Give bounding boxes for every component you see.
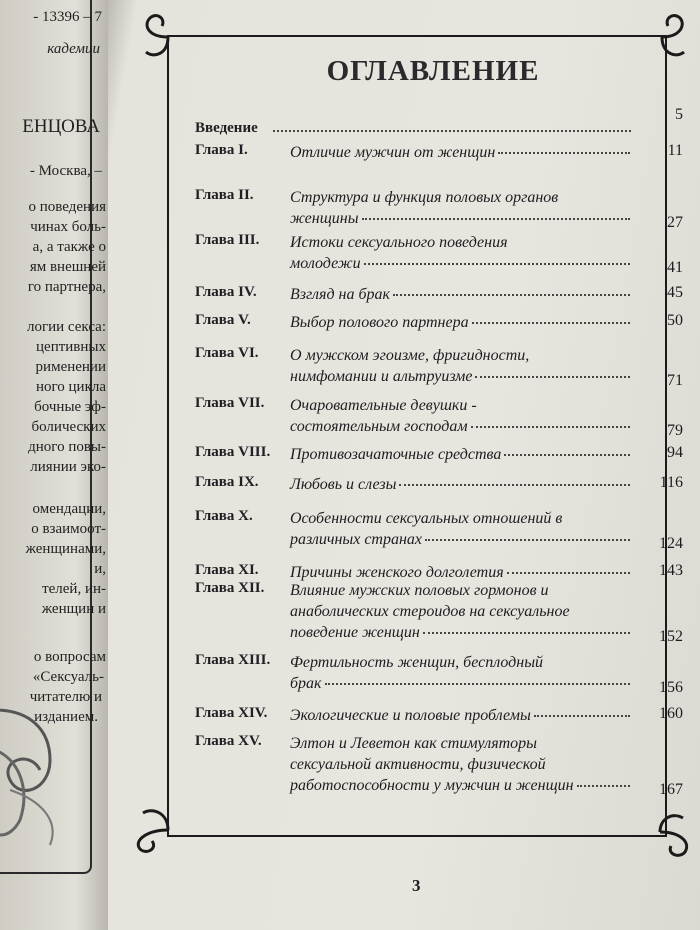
toc-entry-title-line: Структура и функция половых органов (290, 189, 559, 206)
leader-dots (273, 130, 631, 132)
toc-entry-title (290, 284, 630, 305)
toc-entry-title-line: Взгляд на брак (290, 286, 391, 303)
left-page-line: го партнера, (27, 279, 106, 295)
leader-dots (364, 262, 630, 265)
toc-entry-label: Глава IX. (195, 474, 259, 490)
left-page-line: дного повы- (28, 439, 106, 455)
toc-entry-label: Введение (195, 120, 258, 136)
toc-entry-title (290, 142, 630, 163)
toc-entry-label: Глава XI. (195, 562, 259, 578)
leader-dots (498, 151, 630, 154)
left-page-line: ям внешней (29, 259, 106, 275)
toc-page-number: 152 (659, 628, 683, 645)
toc-entry-title-line: различных странах (290, 531, 423, 548)
left-page-line: а, а также о (32, 239, 106, 255)
left-page-line: читателю и (29, 689, 102, 705)
toc-entry-title-line: Экологические и половые проблемы (290, 707, 531, 724)
toc-entry-title-line: Противозачаточные средства (290, 446, 502, 463)
toc-entry-title (290, 705, 630, 726)
toc-entry-label: Глава XV. (195, 733, 262, 749)
toc-entry-label: Глава II. (195, 187, 254, 203)
toc-page-number: 41 (667, 259, 683, 276)
page-number: 3 (412, 876, 421, 895)
toc-entry-title-line: сексуальной активности, физической (290, 756, 546, 773)
left-page-line: ного цикла (35, 379, 106, 395)
left-page-line: болических (31, 419, 106, 435)
left-page-line: телей, ин- (42, 581, 106, 597)
left-page-line: рименении (35, 359, 106, 375)
leader-dots (399, 483, 630, 486)
toc-entry-title-line: Любовь и слезы (290, 476, 397, 493)
toc-page-number: 124 (659, 535, 683, 552)
left-page-line: о поведения (28, 199, 106, 215)
toc-entry-title-line: Фертильность женщин, бесплодный (290, 654, 544, 671)
toc-entry-title (290, 474, 630, 495)
toc-page-number: 143 (659, 562, 683, 579)
left-page-line: «Сексуаль- (32, 669, 104, 685)
toc-entry-title-line: анаболических стероидов на сексуальное (290, 603, 570, 620)
left-page-line: - Москва, – (29, 163, 102, 179)
left-page-line: изданием. (34, 709, 98, 725)
toc-entry-label: Глава I. (195, 142, 248, 158)
toc-entry-label: Глава XII. (195, 580, 265, 596)
toc-entry-title-line: Особенности сексуальных отношений в (290, 510, 563, 527)
toc-entry-label: Глава VIII. (195, 444, 271, 460)
toc-entry-title-line: работоспособности у мужчин и женщин (290, 777, 574, 794)
toc-entry-label: Глава VII. (195, 395, 265, 411)
left-page-line: о вопросам (33, 649, 106, 665)
toc-entry-title-line: Отличие мужчин от женщин (290, 144, 496, 161)
toc-entry-title-line: поведение женщин (290, 624, 420, 641)
leader-dots (325, 682, 630, 685)
left-page-line: чинах боль- (30, 219, 106, 235)
left-ornament-icon (0, 690, 90, 850)
toc-entry-label: Глава IV. (195, 284, 257, 300)
corner-ornament-icon (645, 810, 695, 860)
left-page-line: женщин и (41, 601, 106, 617)
toc-entry-label: Глава XIII. (195, 652, 271, 668)
toc-page-number: 71 (667, 372, 683, 389)
toc-page-number: 79 (667, 422, 683, 439)
toc-entry-label: Глава V. (195, 312, 251, 328)
toc-entry-title (290, 345, 630, 387)
toc-entry-title (290, 508, 630, 550)
left-page-line: женщинами, (25, 541, 106, 557)
corner-ornament-icon (640, 10, 690, 60)
toc-page-number: 167 (659, 781, 683, 798)
toc-entry-title-line: брак (290, 675, 322, 692)
toc-entry-label: Глава XIV. (195, 705, 268, 721)
toc-entry-title-line: О мужском эгоизме, фригидности, (290, 347, 530, 364)
toc-entry-title-line: Истоки сексуального поведения (290, 234, 508, 251)
leader-dots (577, 784, 630, 787)
toc-entry-title-line: состоятельным господам (290, 418, 468, 435)
left-page-line: цептивных (36, 339, 106, 355)
toc-page-number: 11 (667, 142, 683, 159)
toc-entry-label: Глава VI. (195, 345, 259, 361)
leader-dots (472, 321, 630, 324)
toc-entry-title-line: Причины женского долголетия (290, 564, 504, 581)
toc-entry-title-line: нимфомании и альтруизме (290, 368, 473, 385)
left-page-line: ЕНЦОВА (22, 116, 100, 137)
toc-entry-label: Глава III. (195, 232, 260, 248)
left-page-line: и, (94, 561, 106, 577)
leader-dots (362, 217, 630, 220)
toc-entry-title (290, 395, 630, 437)
toc-entry-title-line: Элтон и Леветон как стимуляторы (290, 735, 538, 752)
left-page-line: - 13396 – 7 (33, 9, 102, 25)
toc-entry-title-line: женщины (290, 210, 359, 227)
toc-entry-title (290, 444, 630, 465)
left-page-line: омендации, (32, 501, 106, 517)
toc-entry-title (290, 312, 630, 333)
corner-ornament-icon (138, 10, 188, 60)
toc-page-number: 160 (659, 705, 683, 722)
left-page-line: о взаимоот- (31, 521, 106, 537)
leader-dots (475, 375, 630, 378)
toc-page-number: 27 (667, 214, 683, 231)
left-page-line: лиянии эко- (30, 459, 106, 475)
toc-page-number: 94 (667, 444, 683, 461)
leader-dots (471, 425, 630, 428)
corner-ornament-icon (128, 805, 178, 855)
toc-entry-title (290, 733, 630, 796)
page-title: ОГЛАВЛЕНИЕ (326, 55, 540, 87)
toc-entry-title (290, 187, 630, 229)
left-page-line: логии секса: (26, 319, 106, 335)
toc-page-number: 5 (675, 106, 683, 123)
leader-dots (504, 453, 630, 456)
toc-entry-title-line: Очаровательные девушки - (290, 397, 477, 414)
toc-entry-label: Глава X. (195, 508, 253, 524)
toc-page-number: 116 (659, 474, 683, 491)
left-page-line: бочные эф- (34, 399, 106, 415)
toc-entry-title-line: молодежи (290, 255, 361, 272)
toc-page-number: 156 (659, 679, 683, 696)
leader-dots (423, 631, 630, 634)
toc-entry-title (290, 652, 630, 694)
leader-dots (534, 714, 630, 717)
toc-entry-title (290, 580, 630, 643)
toc-page-number: 45 (667, 284, 683, 301)
leader-dots (507, 571, 630, 574)
left-page-line: кадемии (47, 41, 100, 57)
toc-entry-title-line: Выбор полового партнера (290, 314, 469, 331)
toc-entry-title-line: Влияние мужских половых гормонов и (290, 582, 549, 599)
left-page-fragment (0, 0, 108, 930)
leader-dots (425, 538, 630, 541)
toc-entry-title (290, 232, 630, 274)
toc-page-number: 50 (667, 312, 683, 329)
leader-dots (393, 293, 630, 296)
